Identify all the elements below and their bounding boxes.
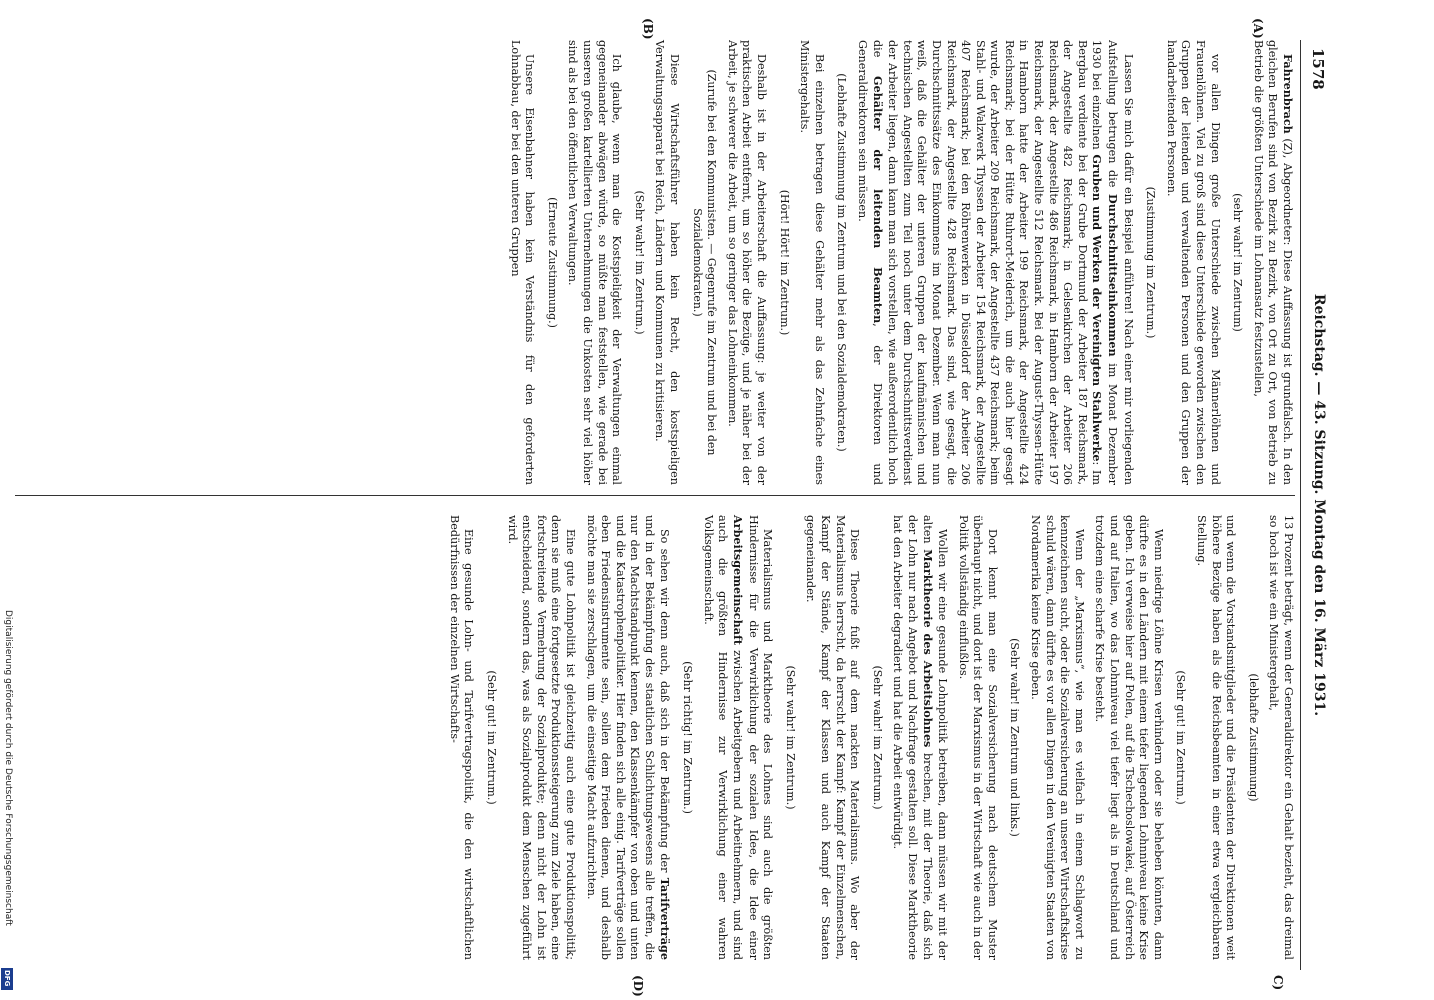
running-title: Reichstag. — 43. Sitzung. Montag den 16. März 1931. [1311,293,1327,717]
column-divider [15,495,1295,496]
paragraph: und wenn die Vorstandsmitglieder und die Präsidenten der Direktionen weit höhere Bezüge haben als die Reichsbeamten in einer etwa vergleichbaren Stellung. [1195,515,1238,960]
right-column [440,515,1295,960]
paragraph: Wenn niedrige Löhne Krisen verhindern oder sie beheben könnten, dann dürfte es in den Ländern mit einem tiefer liegenden Lohnniveau keine Krise geben. Ich verweise hier auf Polen, auf die Tschechoslowakei, auf Österreich und auf Italien, wo das Lohnniveau viel tiefer liegt als in Deutschland und trotzdem eine scharfe Krise besteht. [1093,515,1165,960]
interjection: (Zurufe bei den Kommunisten. — Gegenrufe im Zentrum und bei den Sozialdemokraten.) [690,69,719,456]
paragraph: Ich glaube, wenn man die Kostspieligkeit der Verwaltungen einmal gegeneinander abwägen würde, so müßte man feststellen, wie gerade bei unseren großen kartellierten Unternehmungen die Unkosten sehr viel höher sind als bei den öffentlichen Verwaltungen. [566,40,624,485]
interjection: (sehr wahr! im Zentrum) [1231,193,1245,332]
paragraph: Materialismus und Marktheorie des Lohnes sind auch die größten Hindernisse für die Verwirklichung der sozialen Idee, die Idee einer Arbeitsgemeinschaft zwischen Arbeitgebern und Arbeitnehmern, und sind auch die größten Hindernisse zur Verwirklichung einer wahren Volksgemeinschaft. [701,515,775,960]
interjection: (Sehr gut! im Zentrum.) [485,670,499,805]
paragraph: Wollen wir eine gesunde Lohnpolitik betreiben, dann müssen wir mit der alten Marktheorie des Arbeitslohnes brechen, mit der Theorie, daß sich der Lohn nur nach Angebot und Nachfrage gestalten soll. Diese Marktheorie hat den Arbeiter degradiert und hat die Arbeit entwürdigt. [891,515,950,960]
paragraph: Diese Wirtschaftsführer haben kein Recht, den kostspieligen Verwaltungsapparat bei Reich, Ländern und Kommunen zu kritisieren. [653,40,682,485]
interjection: (lebhafte Zustimmung) [1246,673,1260,802]
paragraph: Dort kennt man eine Sozialversicherung nach deutschem Muster überhaupt nicht, und dort ist der Marxismus in der Wirtschaft wie auch in der Politik vollständig einflußlos. [956,515,999,960]
paragraph: Eine gute Lohnpolitik ist gleichzeitig auch eine gute Produktionspolitik; denn sie muß eine fortgesetzte Produktionssteigerung zum Ziele haben, eine fortschreitende Vermehrung der Sozialprodukte; denn nicht der Lohn ist entscheidend, sondern das, was als Sozialprodukt dem Menschen zugeführt wird. [505,515,578,960]
paragraph: Fahrenbrach (Z), Abgeordneter: Diese Auffassung ist grundfalsch. In den gleichen Berufen sind von Bezirk zu Bezirk, von Ort zu Ort, von Betrieb zu Betrieb die größten Unterschiede im Lohnansatz festzustellen, [1251,40,1295,485]
paragraph: Diese Theorie fußt auf dem nackten Materialismus. Wo aber der Materialismus herrscht, da herrscht der Kampf: Kampf der Einzelmenschen, Kampf der Stände, Kampf der Klassen und auch Kampf der Staaten gegeneinander. [804,515,862,960]
interjection: (Sehr wahr! im Zentrum.) [870,665,884,810]
margin-letter-d: (D) [631,975,645,997]
interjection: (Zustimmung im Zentrum.) [1144,186,1158,339]
paragraph: Deshalb ist in der Arbeiterschaft die Auffassung: je weiter von der praktischen Arbeit entfernt, um so höher die Bezüge, und je näher bei der Arbeit, je schwerer die Arbeit, um so geringer das Lohneinkommen. [725,40,768,485]
paragraph: Lassen Sie mich dafür ein Beispiel anführen! Nach einer mir vorliegenden Aufstellung betrugen die Durchschnittseinkommen im Monat Dezember 1930 bei einzelnen Gruben und Werken der Vereinigten Stahlwerke: Im Bergbau verdiente bei der Grube Dortmund der Arbeiter 187 Reichsmark, der Angestellte 482 Reichsmark; in Gelsenkirchen der Arbeiter 206 Reichsmark, der Angestellte 486 Reichsmark, in Hamborn der Arbeiter 197 Reichsmark, der Angestellte 512 Reichsmark. Bei der August-Thyssen-Hütte in Hamborn hatte der Arbeiter 199 Reichsmark, der Angestellte 424 Reichsmark; bei der Hütte Ruhrort-Meiderich, um die auch hier gesagt wurde, der Arbeiter 209 Reichsmark, der Angestellte 437 Reichsmark; beim Stahl- und Walzwerk Thyssen der Arbeiter 154 Reichsmark, der Angestellte 407 Reichsmark; bei den Röhrenwerken in Düsseldorf der Arbeiter 206 Reichsmark, der Angestellte 428 Reichsmark. Das sind, wie gesagt, die Durchschnittssätze des Einkommens im Monat Dezember. Wenn man nun weiß, daß die Gehälter der unteren Gruppen der kaufmännischen und technischen Angestellten zum Teil noch unter dem Durchschnittsverdienst der Arbeiter liegen, dann kann man sich vorstellen, wie außerordentlich hoch die Gehälter der leitenden Beamten, der Direktoren und Generaldirektoren sein müssen. [855,40,1135,485]
header-rule [1300,40,1301,970]
interjection: (Hört! Hört! im Zentrum.) [777,189,791,336]
interjection: (Sehr wahr! im Zentrum.) [783,665,797,810]
left-column [501,40,1295,485]
paragraph: vor allen Dingen große Unterschiede zwischen Männerlöhnen und Frauenlöhnen. Viel zu groß sind diese Unterschiede geworden zwischen den Gruppen der leitenden und verwaltenden Personen und den Gruppen der handarbeitenden Personen. [1164,40,1222,485]
paragraph: Unsere Eisenbahner haben kein Verständnis für den geforderten Lohnabbau, der bei den unteren Gruppen [508,40,537,485]
paragraph: So sehen wir denn auch, daß sich in der Bekämpfung der Tarifverträge und in der Bekämpfung des staatlichen Schlichtungswesens alle treffen, die nur den Machtstandpunkt kennen, den Klassenkämpfer von oben und unten und die Katastrophenpolitiker. Hier finden sich alle einig. Tarifverträge sollen eben Friedensinstrumente sein, sollen dem Frieden dienen, und deshalb möchte man sie zerschlagen, um die einseitige Macht aufzurichten. [584,515,672,960]
paragraph: Eine gesunde Lohn- und Tarifvertragspolitik, die den wirtschaftlichen Bedürfnissen der einzelnen Wirtschafts- [447,515,476,960]
interjection: (Lebhafte Zustimmung im Zentrum und bei den Sozialdemokraten.) [835,73,849,452]
digitization-note: Digitalisierung gefördert durch die Deutsche Forschungsgemeinschaft [3,610,13,926]
paragraph: Wenn der „Marxismus“, wie man es vielfach in einem Schlagwort zu kennzeichnen sucht, oder die Sozialversicherung an unserer Wirtschaftskrise schuld wären, dann dürfte es vor allen Dingen in den Vereinigten Staaten von Nordamerika keine Krise geben. [1029,515,1086,960]
page-header [1299,40,1327,970]
interjection: (Sehr wahr! im Zentrum.) [632,190,646,335]
scanned-page [5,0,1345,1000]
margin-letter-b: (B) [641,18,655,40]
interjection: (Sehr gut! im Zentrum.) [1174,670,1188,805]
dfg-logo: DFG [1,968,13,990]
interjection: (Sehr wahr! im Zentrum und links.) [1008,638,1022,837]
paragraph: 13 Prozent beträgt, wenn der Generaldirektor ein Gehalt bezieht, das dreimal so hoch ist wie ein Ministergehalt, [1267,515,1295,960]
margin-letter-a: (A) [1251,18,1265,39]
paragraph: Bei einzelnen betragen diese Gehälter mehr als das Zehnfache eines Ministergehalts. [798,40,826,485]
margin-letter-c: C) [1271,975,1285,991]
interjection: (Erneute Zustimmung.) [545,197,559,328]
interjection: (Sehr richtig! im Zentrum.) [681,661,695,814]
page-number: 1578 [1309,48,1327,90]
